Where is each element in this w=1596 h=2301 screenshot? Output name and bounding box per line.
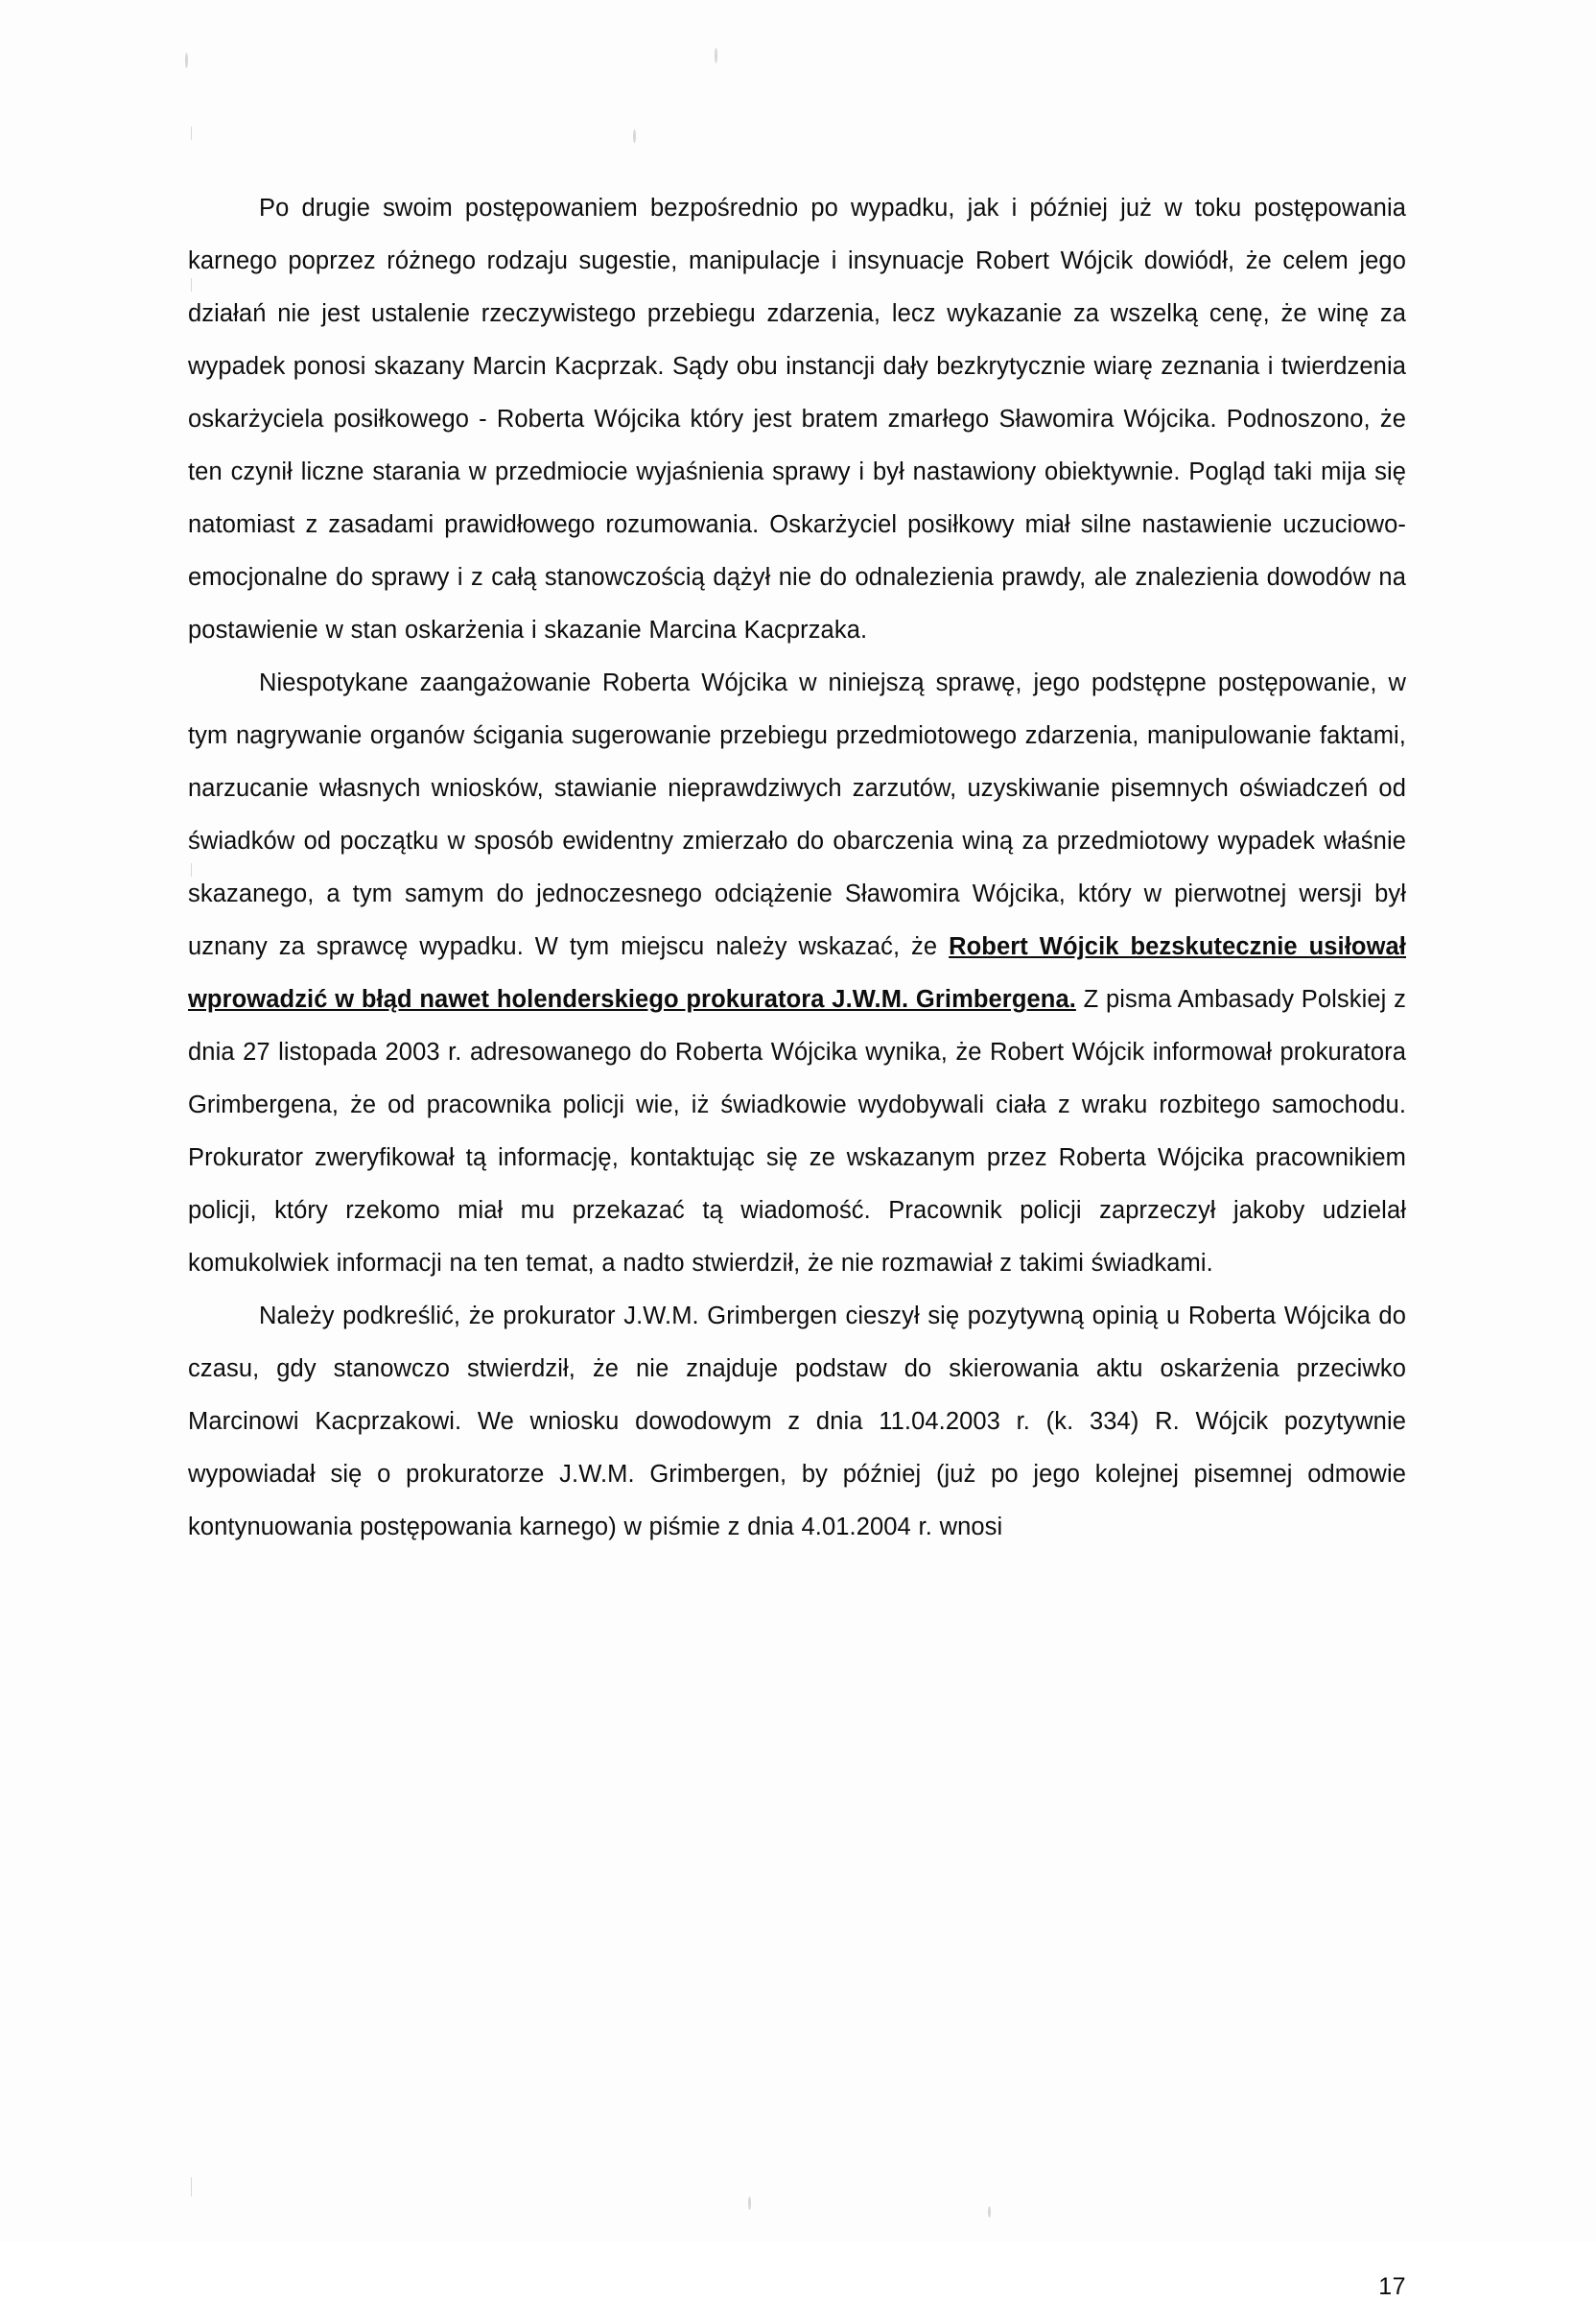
scan-speck bbox=[748, 2196, 751, 2210]
document-body bbox=[188, 182, 1406, 2300]
paragraph-2-text-part-2: Z pisma Ambasady Polskiej z dnia 27 listopada 2003 r. adresowanego do Roberta Wójcika wynika, że Robert Wójcik informował prokuratora Grimbergena, że od pracownika policji wie, iż świadkowie wydobywali ciała z wraku rozbitego samochodu. Prokurator zweryfikował tą informację, kontaktując się ze wskazanym przez Roberta Wójcika pracownikiem policji, który rzekomo miał mu przekazać tą wiadomość. Pracownik policji zaprzeczył jakoby udzielał komukolwiek informacji na ten temat, a nadto stwierdził, że nie rozmawiał z takimi świadkami. bbox=[188, 986, 1406, 1277]
paragraph-2-emphasis: Robert Wójcik bezskutecznie usiłował wprowadzić w błąd nawet holenderskiego prokuratora J.W.M. Grimbergena. bbox=[188, 933, 1406, 1013]
paragraph-3 bbox=[188, 1290, 1406, 1554]
page-number: 17 bbox=[1378, 2273, 1406, 2300]
paragraph-2 bbox=[188, 657, 1406, 1290]
scan-speck bbox=[715, 48, 717, 63]
scan-speck bbox=[633, 129, 636, 143]
scan-artifact-line bbox=[191, 127, 192, 140]
scan-artifact-line bbox=[191, 2177, 192, 2196]
paragraph-3-text: Należy podkreślić, że prokurator J.W.M. Grimbergen cieszył się pozytywną opinią u Roberta Wójcika do czasu, gdy stanowczo stwierdził, że nie znajduje podstaw do skierowania aktu oskarżenia przeciwko Marcinowi Kacprzakowi. We wniosku dowodowym z dnia 11.04.2003 r. (k. 334) R. Wójcik pozytywnie wypowiadał się o prokuratorze J.W.M. Grimbergen, by później (już po jego kolejnej pisemnej odmowie kontynuowania postępowania karnego) w piśmie z dnia 4.01.2004 r. wnosi bbox=[188, 1303, 1406, 1540]
paragraph-1-text: Po drugie swoim postępowaniem bezpośrednio po wypadku, jak i później już w toku postępowania karnego poprzez różnego rodzaju sugestie, manipulacje i insynuacje Robert Wójcik dowiódł, że celem jego działań nie jest ustalenie rzeczywistego przebiegu zdarzenia, lecz wykazanie za wszelką cenę, że winę za wypadek ponosi skazany Marcin Kacprzak. Sądy obu instancji dały bezkrytycznie wiarę zeznania i twierdzenia oskarżyciela posiłkowego - Roberta Wójcika który jest bratem zmarłego Sławomira Wójcika. Podnoszono, że ten czynił liczne starania w przedmiocie wyjaśnienia sprawy i był nastawiony obiektywnie. Pogląd taki mija się natomiast z zasadami prawidłowego rozumowania. Oskarżyciel posiłkowy miał silne nastawienie uczuciowo- emocjonalne do sprawy i z całą stanowczością dążył nie do odnalezienia prawdy, ale znalezienia dowodów na postawienie w stan oskarżenia i skazanie Marcina Kacprzaka. bbox=[188, 195, 1406, 644]
scan-speck bbox=[988, 2206, 991, 2218]
scan-speck bbox=[185, 53, 188, 68]
paragraph-1 bbox=[188, 182, 1406, 657]
paragraph-2-text-part-1: Niespotykane zaangażowanie Roberta Wójcika w niniejszą sprawę, jego podstępne postępowanie, w tym nagrywanie organów ścigania sugerowanie przebiegu przedmiotowego zdarzenia, manipulowanie faktami, narzucanie własnych wniosków, stawianie nieprawdziwych zarzutów, uzyskiwanie pisemnych oświadczeń od świadków od początku w sposób ewidentny zmierzało do obarczenia winą za przedmiotowy wypadek właśnie skazanego, a tym samym do jednoczesnego odciążenie Sławomira Wójcika, który w pierwotnej wersji był uznany za sprawcę wypadku. W tym miejscu należy wskazać, że bbox=[188, 669, 1406, 960]
